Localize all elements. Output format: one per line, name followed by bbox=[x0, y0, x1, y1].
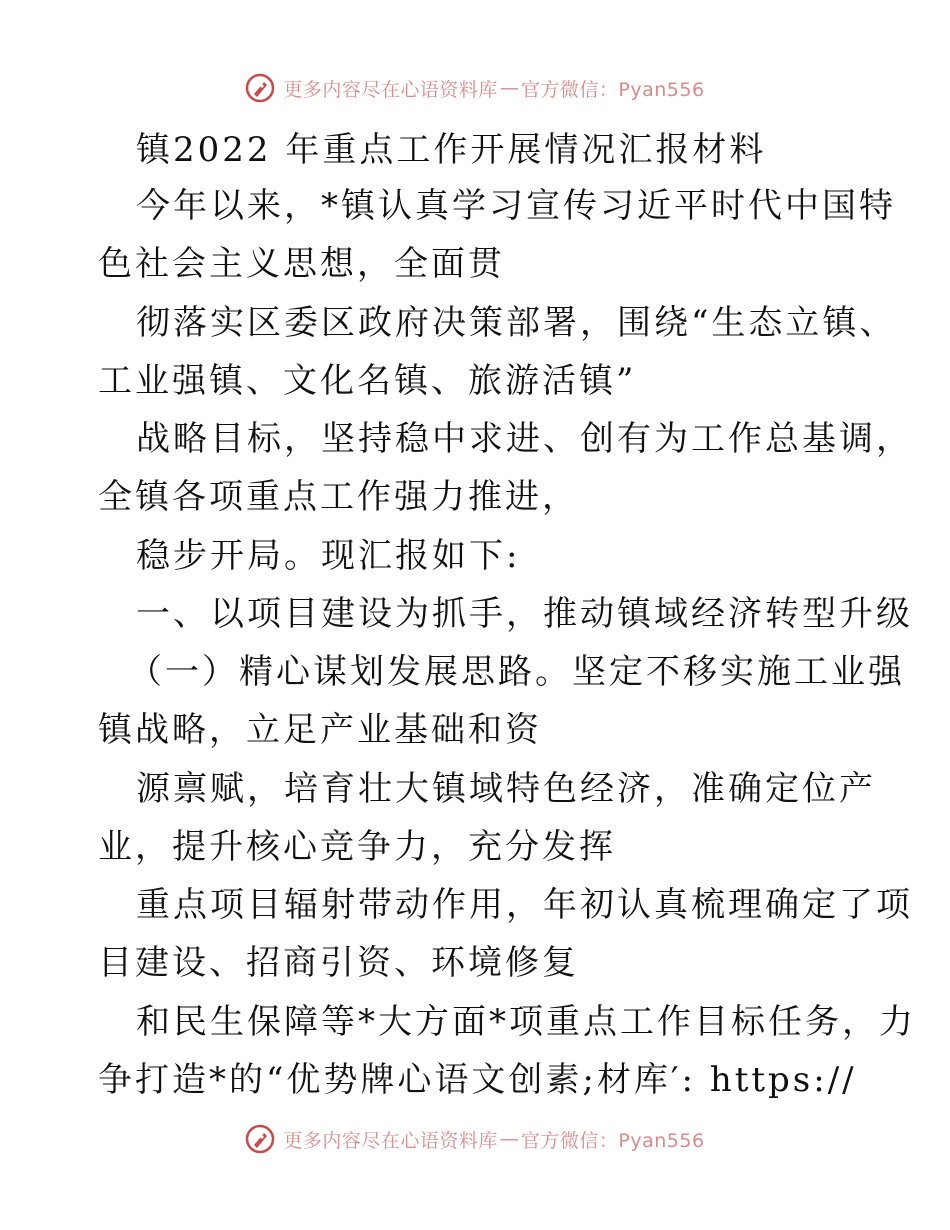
document-title: 镇2022 年重点工作开展情况汇报材料 bbox=[136, 130, 767, 170]
paragraph-line: 色社会主义思想，全面贯 bbox=[98, 244, 505, 284]
section-heading: 一、以项目建设为抓手，推动镇域经济转型升级 bbox=[136, 594, 913, 634]
footer-watermark bbox=[0, 1124, 950, 1154]
watermark-brand: 更多内容尽在心语资料库 bbox=[283, 78, 498, 101]
paragraph-line: 争打造*的“优势牌心语文创素;材库′: https:// bbox=[98, 1060, 857, 1100]
pen-nib-icon bbox=[245, 73, 275, 103]
header-watermark bbox=[0, 73, 950, 103]
pen-nib-icon bbox=[245, 1124, 275, 1154]
paragraph-line: 战略目标，坚持稳中求进、创有为工作总基调， bbox=[136, 419, 913, 459]
watermark-brand: 更多内容尽在心语资料库 bbox=[283, 1129, 498, 1152]
paragraph-line: 稳步开局。现汇报如下: bbox=[136, 536, 521, 576]
paragraph-line: 今年以来，*镇认真学习宣传习近平时代中国特 bbox=[136, 186, 896, 226]
paragraph-line: 镇战略，立足产业基础和资 bbox=[98, 710, 542, 750]
paragraph-line: 目建设、招商引资、环境修复 bbox=[98, 943, 579, 983]
watermark-contact: 官方微信：Pyan556 bbox=[520, 78, 705, 101]
paragraph-line: 全镇各项重点工作强力推进， bbox=[98, 477, 579, 517]
watermark-contact: 官方微信：Pyan556 bbox=[520, 1129, 705, 1152]
paragraph-line: 工业强镇、文化名镇、旅游活镇” bbox=[98, 361, 637, 401]
paragraph-line: 业，提升核心竞争力，充分发挥 bbox=[98, 827, 616, 867]
watermark-dash: — bbox=[499, 77, 519, 99]
paragraph-line: 彻落实区委区政府决策部署，围绕“生态立镇、 bbox=[136, 303, 897, 343]
paragraph-line: 和民生保障等*大方面*项重点工作目标任务，力 bbox=[136, 1002, 916, 1042]
paragraph-line: 源禀赋，培育壮大镇域特色经济，准确定位产 bbox=[136, 769, 876, 809]
watermark-dash: — bbox=[499, 1128, 519, 1150]
paragraph-line: 重点项目辐射带动作用，年初认真梳理确定了项 bbox=[136, 885, 913, 925]
subsection-line: （一）精心谋划发展思路。坚定不移实施工业强 bbox=[128, 652, 905, 692]
